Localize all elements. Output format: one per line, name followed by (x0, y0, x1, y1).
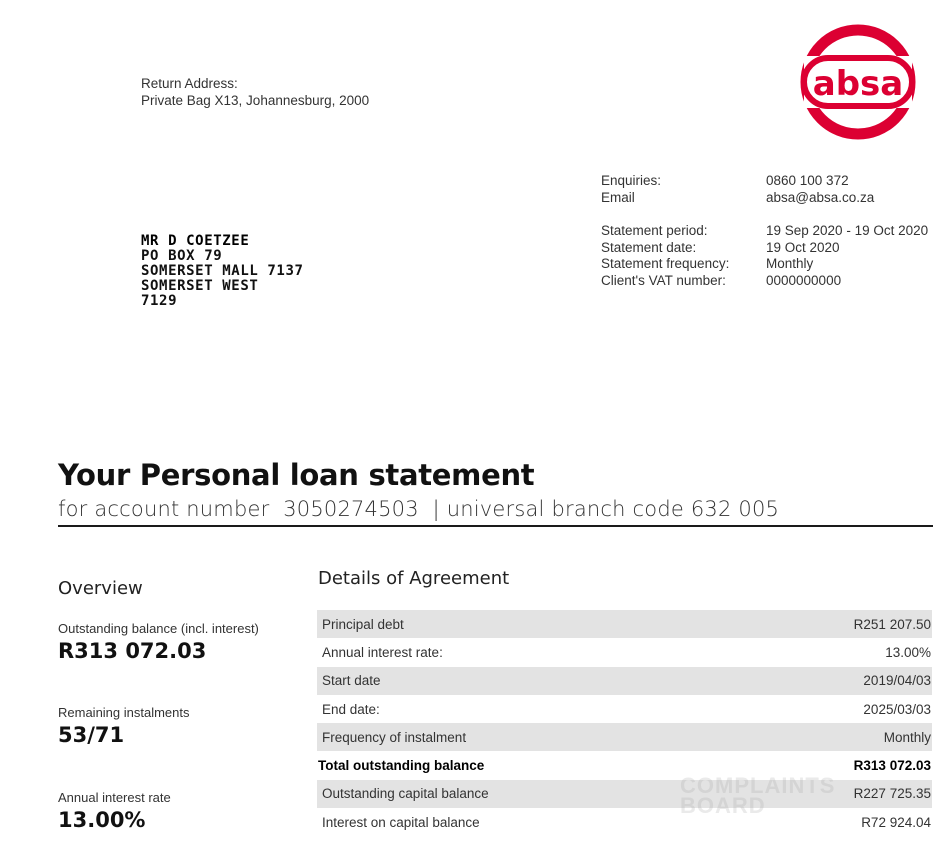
frequency-label: Statement frequency: (601, 256, 730, 272)
statement-info (601, 173, 928, 290)
overview-outstanding-balance (58, 621, 259, 663)
table-row (317, 638, 932, 666)
heading-divider (58, 525, 933, 527)
addressee-name: MR D COETZEE (141, 233, 250, 249)
row-value: 2025/03/03 (863, 701, 931, 717)
vat-row (601, 273, 928, 290)
absa-logo (798, 22, 918, 142)
watermark-line: BOARD (680, 793, 766, 818)
return-address (141, 75, 369, 109)
overview-title: Overview (58, 578, 143, 599)
row-label: Interest on capital balance (322, 814, 480, 830)
table-row (317, 808, 932, 836)
row-value: R227 725.35 (853, 786, 931, 802)
details-title: Details of Agreement (318, 568, 510, 589)
row-label: Principal debt (322, 616, 404, 632)
overview-value: 13.00% (58, 808, 146, 832)
vat-label: Client's VAT number: (601, 272, 726, 288)
frequency-row (601, 256, 928, 273)
row-value: 13.00% (885, 644, 931, 660)
statement-subtitle: for account number 3050274503 | universal branch code 632 005 (58, 497, 780, 521)
row-value: R313 072.03 (853, 758, 931, 774)
period-row (601, 223, 928, 240)
overview-value: R313 072.03 (58, 639, 207, 663)
date-row (601, 240, 928, 257)
overview-label: Remaining instalments (58, 705, 190, 720)
watermark-line: COMPLAINTS (680, 773, 836, 798)
overview-label: Outstanding balance (incl. interest) (58, 621, 259, 636)
row-label: Outstanding capital balance (322, 786, 489, 802)
return-address-label: Return Address: (141, 76, 238, 91)
row-value: 2019/04/03 (863, 673, 931, 689)
details-table (317, 610, 932, 836)
row-label: End date: (322, 701, 380, 717)
enquiries-row (601, 173, 928, 190)
logo-text: absa (812, 64, 904, 104)
frequency-value: Monthly (766, 256, 814, 272)
row-label: Total outstanding balance (318, 758, 485, 774)
row-label: Annual interest rate: (322, 644, 443, 660)
return-address-line: Private Bag X13, Johannesburg, 2000 (141, 93, 370, 108)
row-label: Frequency of instalment (322, 729, 467, 745)
addressee-line: SOMERSET WEST (141, 278, 259, 294)
overview-value: 53/71 (58, 723, 125, 747)
statement-title: Your Personal loan statement (58, 458, 535, 492)
table-row (317, 695, 932, 723)
addressee-line: 7129 (141, 293, 178, 309)
table-row-total (317, 751, 932, 779)
addressee-block (141, 234, 304, 309)
vat-value: 0000000000 (766, 272, 842, 288)
overview-interest-rate (58, 790, 171, 832)
table-row (317, 780, 932, 808)
row-value: Monthly (883, 729, 931, 745)
email-value: absa@absa.co.za (766, 189, 875, 205)
overview-remaining-instalments (58, 705, 190, 747)
period-label: Statement period: (601, 223, 708, 239)
date-value: 19 Oct 2020 (766, 239, 840, 255)
table-row (317, 723, 932, 751)
period-value: 19 Sep 2020 - 19 Oct 2020 (766, 223, 929, 239)
email-label: Email (601, 189, 635, 205)
enquiries-value: 0860 100 372 (766, 173, 849, 188)
overview-label: Annual interest rate (58, 790, 171, 805)
date-label: Statement date: (601, 239, 697, 255)
addressee-line: PO BOX 79 (141, 248, 223, 264)
table-row (317, 667, 932, 695)
addressee-line: SOMERSET MALL 7137 (141, 263, 304, 279)
row-value: R251 207.50 (853, 616, 931, 632)
table-row (317, 610, 932, 638)
email-row (601, 190, 928, 207)
row-value: R72 924.04 (861, 814, 931, 830)
absa-logo-icon (798, 22, 918, 142)
watermark (680, 773, 836, 818)
enquiries-label: Enquiries: (601, 173, 662, 188)
row-label: Start date (322, 673, 381, 689)
